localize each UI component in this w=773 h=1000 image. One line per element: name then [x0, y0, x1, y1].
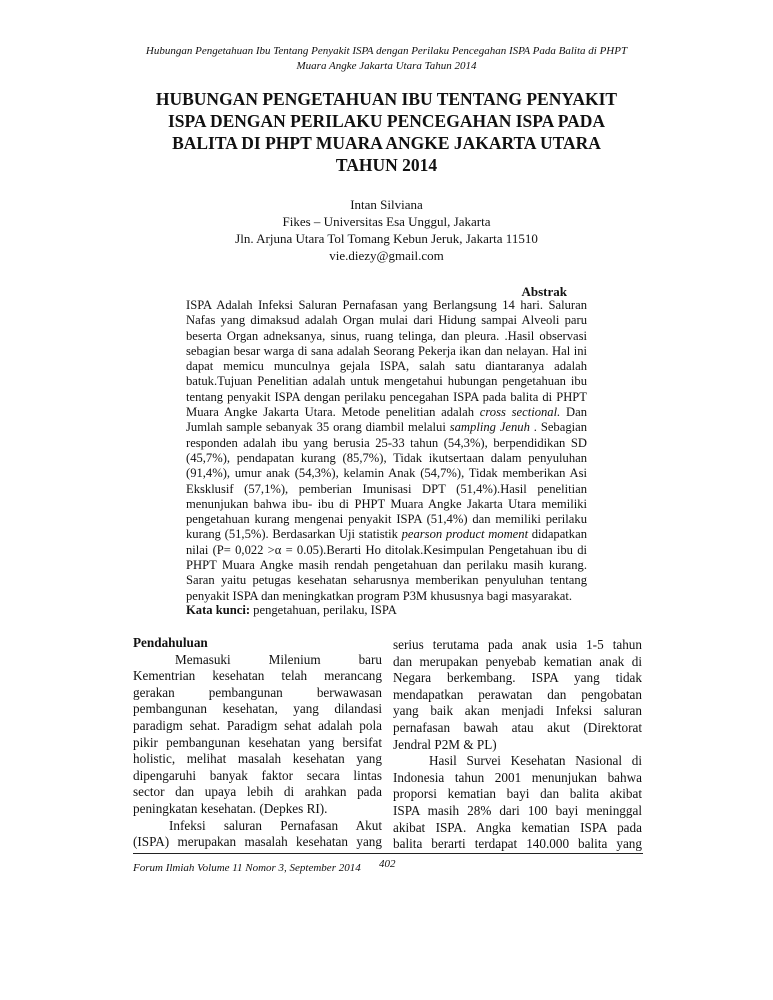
abstract-body [186, 298, 587, 604]
author-name: Intan Silviana [350, 197, 423, 212]
abstract-line: ISPA Adalah Infeksi Saluran Pernafasan yang Berlangsung 14 hari. Saluran [186, 298, 587, 312]
body-line: pikir pembangunan kesehatan yang bersifat [133, 734, 382, 750]
abstract-line: (91,4%), umur anak (54,3%), kelamin Anak (54,7%), Tidak memberikan Asi [186, 466, 587, 481]
abstract-line: sebagian besar warga di sana adalah Seorang Pekerja ikan dan nelayan. Hal ini [186, 343, 587, 358]
title-line-4: TAHUN 2014 [335, 155, 438, 175]
title-line-1: HUBUNGAN PENGETAHUAN IBU TENTANG PENYAKIT [155, 89, 618, 109]
author-affiliation: Fikes – Universitas Esa Unggul, Jakarta [282, 214, 491, 229]
abstract-line: Saran yaitu petugas kesehatan seharusnya memberikan penyuluhan tentang [186, 573, 587, 588]
author-block [150, 196, 623, 264]
abstract-text: didapatkan [528, 527, 587, 542]
abstract-line: dapat memicu munculnya gejala ISPA, salah satu diantaranya adalah [186, 359, 587, 374]
body-line: Infeksi saluran Pernafasan Akut [169, 817, 382, 833]
title-line-3: BALITA DI PHPT MUARA ANGKE JAKARTA UTARA [172, 133, 601, 153]
body-line: Hasil Survei Kesehatan Nasional di [429, 753, 642, 769]
author-address: Jln. Arjuna Utara Tol Tomang Kebun Jeruk, Jakarta 11510 [235, 231, 538, 246]
abstract-line: PHPT Muara Angke masih rendah pengetahuan dan perilaku masih kurang. [186, 558, 587, 573]
abstract-italic-term: pearson product moment [401, 527, 529, 542]
body-line: ISPA masih 28% dari 100 bayi meninggal [393, 802, 642, 818]
body-line: akibat ISPA. Angka kematian ISPA pada [393, 819, 642, 835]
body-line: holistic, melihat masalah kesehatan yang [133, 751, 382, 767]
running-head-line-1: Hubungan Pengetahuan Ibu Tentang Penyakit ISPA dengan Perilaku Pencegahan ISPA Pada Balita di PHPT [145, 45, 628, 57]
abstract-text: Muara Angke Jakarta Utara. Metode penelitian adalah [186, 405, 480, 420]
abstract-line [186, 405, 587, 420]
author-email: vie.diezy@gmail.com [329, 248, 444, 263]
abstract-italic-term: sampling Jenuh [449, 420, 530, 435]
body-line: (ISPA) merupakan masalah kesehatan yang [133, 834, 382, 850]
abstract-italic-term: cross sectional. [479, 405, 561, 420]
keywords [186, 602, 587, 618]
abstract-line: penyakit ISPA dan meningkatkan program P3M khususnya bagi masyarakat. [186, 588, 573, 603]
keywords-label: Kata kunci: [186, 603, 251, 617]
abstract-line: Eksklusif (57,1%), pemberian Imunisasi DPT (51,4%).Hasil penelitian [186, 481, 587, 496]
body-line: pembangunan kesehatan, yang dilandasi [133, 701, 382, 717]
running-head [80, 44, 693, 74]
abstract-line: nilai (P= 0,022 >α = 0.05).Berarti Ho ditolak.Kesimpulan Pengetahuan ibu di [186, 542, 587, 557]
abstract-line [186, 420, 587, 435]
title-line-2: ISPA DENGAN PERILAKU PENCEGAHAN ISPA PADA [167, 111, 606, 131]
abstract-line: tentang penyakit ISPA dengan perilaku pencegahan ISPA pada balita di PHPT [186, 389, 587, 404]
page-number: 402 [379, 858, 396, 870]
running-head-line-2: Muara Angke Jakarta Utara Tahun 2014 [296, 60, 477, 72]
body-column-left [133, 635, 382, 851]
body-line: proporsi kematian bayi dan balita akibat [393, 786, 642, 802]
abstract-line: (45,7%), pendapatan kurang (85,7%), Tidak ikutsertaan dalam penyuluhan [186, 450, 587, 465]
body-line: pernafasan bawah atau akut (Direktorat [393, 719, 642, 735]
abstract-text: . Sebagian [529, 420, 588, 435]
abstract-text: kurang (51,5%). Berdasarkan Uji statistik [186, 527, 402, 542]
body-line: gerakan pembangunan berwawasan [133, 684, 382, 700]
paper-title [100, 88, 673, 176]
body-line: Indonesia tahun 2001 menunjukan bahwa [393, 769, 642, 785]
abstract-text: Dan [560, 405, 587, 420]
body-line: sector dan upaya lebih di arahkan pada [133, 784, 382, 800]
abstract-line: responden adalah ibu yang berusia 25-33 tahun (54,3%), berpendidikan SD [186, 435, 587, 450]
footer-journal: Forum Ilmiah Volume 11 Nomor 3, September 2014 [133, 862, 361, 874]
body-line: paradigm sehat. Paradigm sehat adalah pola [133, 717, 382, 733]
abstract-line: batuk.Tujuan Penelitian adalah untuk mengetahui hubungan pengetahuan ibu [186, 374, 587, 389]
abstract-line: menunjukan bahwa ibu- ibu di PHPT Muara Angke Jakarta Utara memiliki [186, 496, 587, 511]
body-line: dipengaruhi banyak faktor secara lintas [133, 767, 382, 783]
abstract-line [186, 527, 587, 542]
body-line: peningkatan kesehatan. (Depkes RI). [133, 800, 328, 816]
abstract-text: Jumlah sample sebanyak 35 orang diambil melalui [186, 420, 450, 435]
abstract-line: beserta Organ adneksanya, sinus, ruang telinga, dan pleura. .Hasil observasi [186, 328, 587, 343]
body-line: serius terutama pada anak usia 1-5 tahun [393, 637, 642, 652]
body-column-right [393, 637, 642, 853]
body-line: Memasuki Milenium baru [175, 651, 382, 667]
abstract-heading: Abstrak [521, 284, 567, 299]
body-line: balita berarti terdapat 140.000 balita yang [393, 836, 642, 852]
footer-rule [133, 853, 643, 854]
body-line: mendapatkan perawatan dan pengobatan [393, 686, 642, 702]
body-line: Kementrian kesehatan telah merancang [133, 668, 382, 684]
body-line: yang baik akan menjadi Infeksi saluran [393, 703, 642, 719]
body-line: dan merupakan penyebab kematian anak di [393, 653, 642, 669]
abstract-line: Nafas yang dimaksud adalah Organ mulai dari Hidung sampai Alveoli paru [186, 313, 587, 328]
body-line: Jendral P2M & PL) [393, 736, 497, 752]
body-line: Negara berkembang. ISPA yang tidak [393, 670, 642, 686]
abstract-line: pengetahuan kurang mengenai penyakit ISPA (51,4%) dan memiliki perilaku [186, 512, 587, 527]
keywords-value: pengetahuan, perilaku, ISPA [250, 603, 397, 617]
section-heading: Pendahuluan [133, 635, 208, 650]
